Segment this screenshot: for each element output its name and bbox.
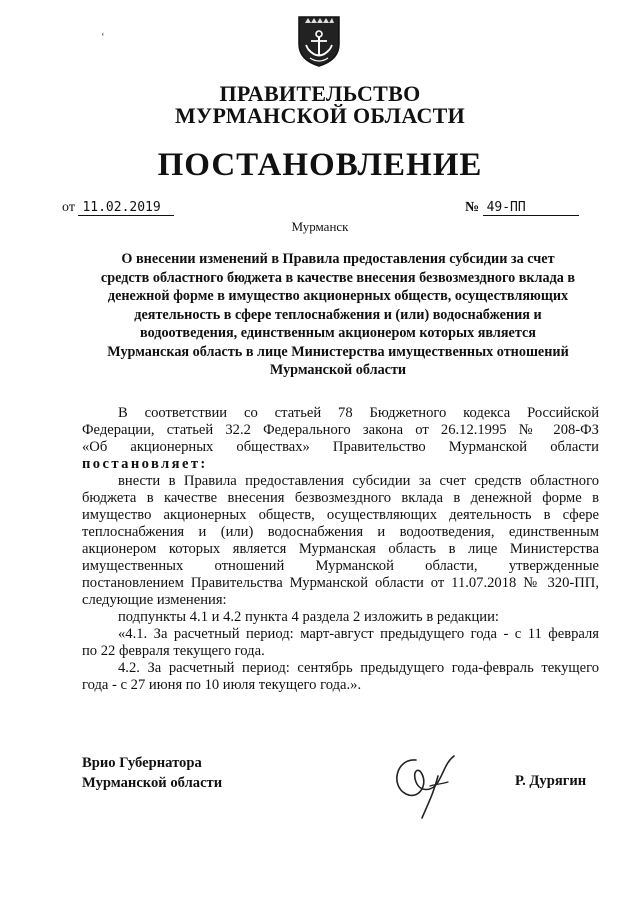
title-line: Мурманская область в лице Министерства имущественных отношений <box>107 343 569 360</box>
body-line: имущественных отношений Мурманской области, утвержденные <box>82 558 599 574</box>
title-line: водоотведения, единственным акционером которых является <box>140 325 536 341</box>
body-line: внести в Правила предоставления субсидии за счет средств областного <box>118 473 599 489</box>
document-body <box>82 405 599 694</box>
city: Мурманск <box>291 219 349 234</box>
title-line: денежной форме в имущество акционерных обществ, осуществляющих <box>107 288 569 304</box>
body-line: «Об акционерных обществах» Правительство Мурманской области <box>82 439 599 455</box>
title-line: средств областного бюджета в качестве внесения безвозмездного вклада в <box>100 269 576 286</box>
coat-of-arms-emblem <box>296 14 342 68</box>
body-line: бюджета в качестве внесения безвозмездного вклада в денежной форме в <box>82 490 599 506</box>
signatory-position <box>82 753 222 793</box>
number-prefix: № <box>465 200 480 215</box>
body-line: 4.2. За расчетный период: сентябрь предыдущего года-февраль текущего <box>118 660 599 676</box>
document-type: ПОСТАНОВЛЕНИЕ <box>157 147 483 183</box>
government-name-line2: МУРМАНСКОЙ ОБЛАСТИ <box>174 103 466 128</box>
body-line: года - с 27 июня по 10 июля текущего года.». <box>82 677 362 693</box>
government-name-line1: ПРАВИТЕЛЬСТВО <box>219 81 421 106</box>
number-field <box>465 200 579 216</box>
date-field <box>62 200 174 216</box>
signatory-name: Р. Дурягин <box>515 773 587 789</box>
body-line: Федерации, статьей 32.2 Федерального закона от 26.12.1995 № 208-ФЗ <box>82 422 599 438</box>
date-value: 11.02.2019 <box>78 200 174 216</box>
body-line: «4.1. За расчетный период: март-август предыдущего года - с 11 февраля <box>118 626 599 642</box>
position-line: Мурманской области <box>82 775 223 791</box>
body-line: имущество акционерных обществ, осуществляющих деятельность в сфере <box>82 507 599 523</box>
body-line: теплоснабжения и (или) водоснабжения и водоотведения, единственным <box>82 524 599 540</box>
position-line: Врио Губернатора <box>82 755 202 771</box>
body-line: В соответствии со статьей 78 Бюджетного кодекса Российской <box>118 405 599 421</box>
title-line: Мурманской области <box>269 362 407 378</box>
date-prefix: от <box>62 200 75 215</box>
title-line: О внесении изменений в Правила предоставления субсидии за счет <box>121 251 555 267</box>
stray-mark: ʻ <box>101 31 105 43</box>
number-value: 49-ПП <box>483 200 579 216</box>
body-line: акционером которых является Мурманская область в лице Министерства <box>82 541 599 557</box>
body-line: постановлением Правительства Мурманской области от 11.07.2018 № 320-ПП, <box>82 575 599 591</box>
resolves-word: постановляет: <box>82 456 208 472</box>
body-line: подпункты 4.1 и 4.2 пункта 4 раздела 2 изложить в редакции: <box>118 609 499 625</box>
title-line: деятельность в сфере теплоснабжения и (или) водоснабжения и <box>134 306 542 323</box>
body-line: по 22 февраля текущего года. <box>82 643 265 659</box>
handwritten-signature <box>386 742 466 822</box>
body-line: следующие изменения: <box>82 592 227 608</box>
document-title <box>74 250 602 380</box>
